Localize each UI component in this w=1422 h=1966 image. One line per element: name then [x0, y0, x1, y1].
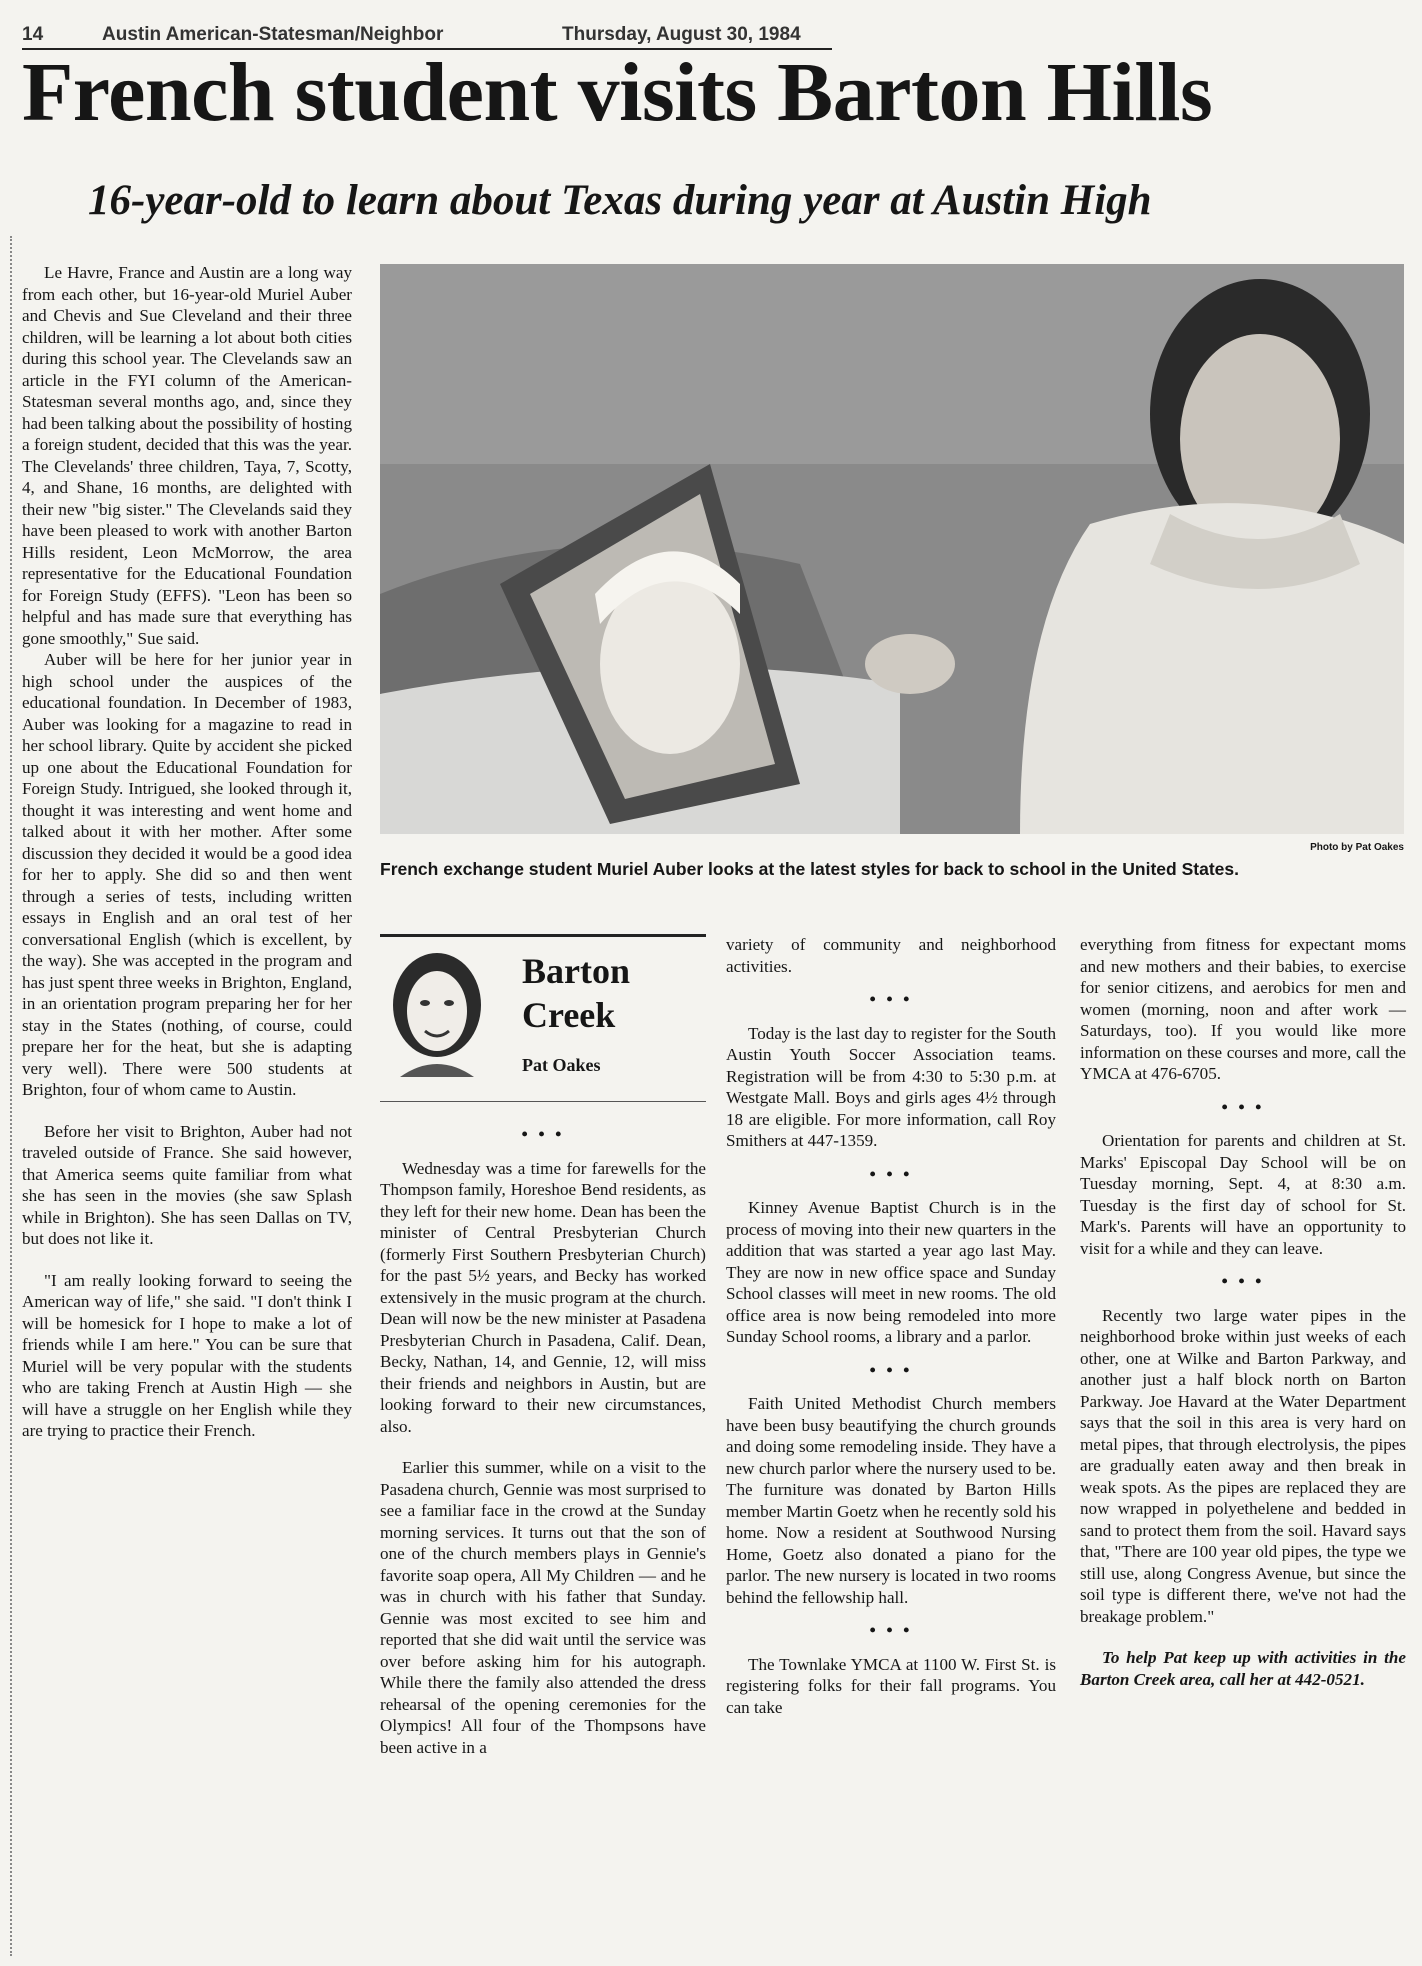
photo-illustration — [380, 264, 1404, 834]
article-paragraph: Before her visit to Brighton, Auber had not traveled outside of France. She said however, that America seems quite familiar from what she has seen in the movies (she saw Splash while in Brighton). She has seen Dallas on TV, but does not like it. — [22, 1121, 352, 1248]
photo-caption: French exchange student Muriel Auber looks at the latest styles for back to school in the United States. — [380, 859, 1239, 879]
separator-dots: • • • — [869, 1163, 913, 1184]
issue-date: Thursday, August 30, 1984 — [562, 24, 801, 45]
subheadline: 16-year-old to learn about Texas during year at Austin High — [88, 177, 1152, 224]
separator-dots: • • • — [869, 1620, 913, 1640]
column-paragraph: Recently two large water pipes in the neighborhood broke within just weeks of each other, one at Wilke and Barton Parkway, and another just a half block north on Barton Parkway. Joe Havard at the Water Department says that the soil in this area is very hard on metal pipes, that through electrolysis, the pipes are gradually eaten away and then break in weak spots. As the pipes are replaced they are now wrapped in polyethelene and bedded in sand to protect them from the soil. Havard says that, "There are 100 year old pipes, the type we still use, along Congress Avenue, but since the soil type is different there, we've not had the breakage problem." — [1080, 1305, 1406, 1626]
publication-name: Austin American-Statesman/Neighbor — [102, 24, 444, 45]
article-paragraph: Le Havre, France and Austin are a long way from each other, but 16-year-old Muriel Auber and Chevis and Sue Cleveland and their three children, will be learning a lot about both cities during this school year. The Clevelands saw an article in the FYI column of the American-Statesman several months ago, and, since they had been talking about the possibility of hosting a foreign student, decided that this was the year. The Clevelands' three children, Taya, 7, Scotty, 4, and Shane, 16 months, are delighted with their new "big sister." The Clevelands said they have been pleased to work with another Barton Hills resident, Leon McMorrow, the area representative for the Educational Foundation for Foreign Study (EFFS). "Leon has been so helpful and has made sure that everything has gone smoothly," Sue said. — [22, 263, 352, 648]
photo-credit: Photo by Pat Oakes — [1310, 842, 1404, 853]
separator-dots: • • • — [869, 1359, 913, 1380]
column-header-rule — [380, 1101, 706, 1102]
column-paragraph: Faith United Methodist Church members have been busy beautifying the church grounds and doing some remodeling inside. They have a new church parlor where the nursery used to be. The furniture was donated by Barton Hills member Martin Goetz when he recently sold his home. Now a resident at Southwood Nursing Home, Goetz also donated a piano for the parlor. The new nursery is located in two rooms behind the fellowship hall. — [726, 1394, 1056, 1607]
left-margin-rule — [10, 236, 12, 1956]
separator-dots: • • • — [869, 989, 913, 1009]
columnist-headshot — [380, 947, 494, 1077]
column-title-line: Barton — [522, 951, 630, 991]
column-paragraph: Earlier this summer, while on a visit to the Pasadena church, Gennie was most surprised to see a familiar face in the crowd at the Sunday morning services. It turns out that the son of one of the church members plays in Gennie's favorite soap opera, All My Children — and he was in church with his father that Sunday. Gennie was most excited to see him and reported that she did wait until the service was over before asking him for his autograph. While there the family also attended the dress rehearsal of the opening ceremonies for the Olympics! All four of the Thompsons have been active in a — [380, 1458, 706, 1757]
column-text-2 — [380, 1112, 706, 1758]
column-header — [380, 934, 706, 1117]
column-paragraph: Today is the last day to register for the South Austin Youth Soccer Association teams. Registration will be from 4:30 to 5:30 p.m. at Westgate Mall. Boys and girls ages 4½ through 18 are eligible. For more information, call Roy Smithers at 447-1359. — [726, 1023, 1056, 1150]
column-paragraph: The Townlake YMCA at 1100 W. First St. is registering folks for their fall programs. You can take — [726, 1654, 1056, 1717]
column-title-line: Creek — [522, 995, 616, 1035]
column-text-4 — [1080, 934, 1406, 1690]
separator-dots: • • • — [1221, 1096, 1265, 1117]
article-paragraph: "I am really looking forward to seeing the American way of life," she said. "I don't think I will be homesick for I hope to make a lot of friends while I am here." You can be sure that Muriel will be very popular with the students who are taking French at Austin High — she will have a struggle on her English while they are trying to practice their French. — [22, 1270, 352, 1440]
column-title — [522, 949, 630, 1037]
column-tagline: To help Pat keep up with activities in the Barton Creek area, call her at 442-0521. — [1080, 1648, 1406, 1689]
separator-dots: • • • — [1221, 1271, 1265, 1291]
column-paragraph: variety of community and neighborhood activities. — [726, 935, 1056, 976]
article-column-1 — [22, 262, 352, 1442]
news-photo — [380, 264, 1404, 834]
headshot-illustration — [380, 947, 494, 1077]
page-number: 14 — [22, 24, 44, 45]
column-paragraph: Wednesday was a time for farewells for the Thompson family, Horeshoe Bend residents, as they left for their new home. Dean has been the minister of Central Presbyterian Church (formerly First Southern Presbyterian Church) for the past 5½ years, and Becky has worked extensively in the music program at the church. Dean will now be the new minister at Pasadena Presbyterian Church in Pasadena, Calif. Dean, Becky, Nathan, 14, and Gennie, 12, will miss their friends and neighbors in Austin, but are looking forward to their new circumstances, also. — [380, 1158, 706, 1436]
headline: French student visits Barton Hills — [22, 46, 1213, 139]
column-text-3 — [726, 934, 1056, 1718]
column-paragraph: everything from fitness for expectant moms and new mothers and their babies, to exercise for senior citizens, and aerobics for men and women (morning, noon and after work — Saturdays, too). If you would like more information on these courses and more, call the YMCA at 476-6705. — [1080, 935, 1406, 1083]
column-paragraph: Orientation for parents and children at St. Marks' Episcopal Day School will be on Tuesday morning, Sept. 4, at 8:30 a.m. Tuesday is the first day of school for St. Mark's. Parents will have an opportunity to visit for a while and they can leave. — [1080, 1131, 1406, 1258]
column-byline: Pat Oakes — [522, 1055, 601, 1075]
column-paragraph: Kinney Avenue Baptist Church is in the process of moving into their new quarters in the addition that was started a year ago last May. They are now in new office space and Sunday School classes will meet in new rooms. The old office area is now being remodeled into more Sunday School rooms, a library and a parlor. — [726, 1198, 1056, 1346]
article-paragraph: Auber will be here for her junior year in high school under the auspices of the educational foundation. In December of 1983, Auber was looking for a magazine to read in her school library. Quite by accident she picked up one about the Educational Foundation for Foreign Study. Intrigued, she looked through it, thought it was interesting and went home and talked about it with her mother. After some discussion they decided it would be a good idea for her to apply. She did so and then went through a series of tests, including written essays in English and an oral test of her conversational English (which is excellent, by the way). She was accepted in the program and has just spent three weeks in Brighton, England, in an orientation program preparing her for her stay in the States (nothing, of course, could prepare her for the heat, but she is adapting very well). There were 500 students at Brighton, four of whom came to Austin. — [22, 650, 352, 1099]
separator-dots: • • • — [521, 1124, 565, 1144]
